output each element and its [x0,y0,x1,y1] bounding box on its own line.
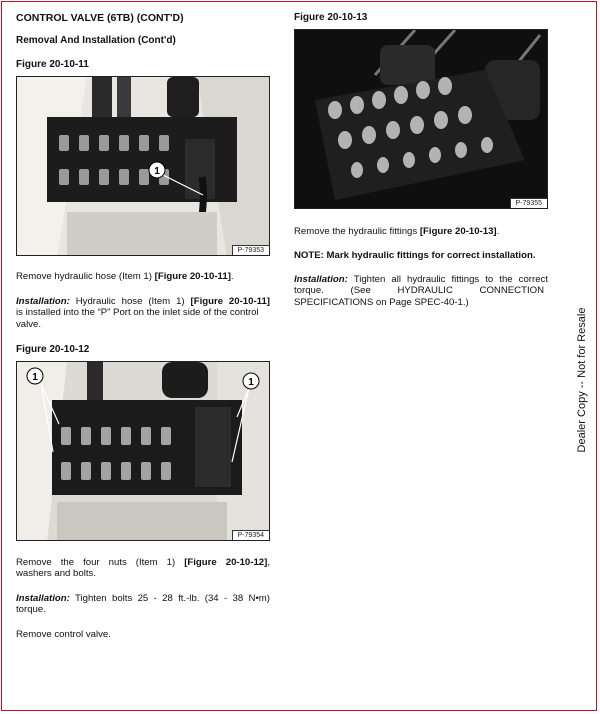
callout-1-right: 1 [248,377,254,388]
photo-code: P-79353 [232,245,269,255]
figure-20-10-13-photo [294,29,548,209]
dealer-copy-text: Dealer Copy -- Not for Resale [576,307,588,453]
photo-code: P-79354 [232,530,269,540]
figure-20-10-11-photo [16,76,270,256]
paragraph-remove-fittings: Remove the hydraulic fittings [Figure 20-10-13]. [294,226,500,237]
figure-label-20-10-12: Figure 20-10-12 [16,344,90,355]
paragraph-installation-fittings: Installation: Tighten all hydraulic fittings to the correct torque. (See HYDRAULIC CONNECTION SPECIFICATIONS on Page SPEC-40-1.) [294,274,548,308]
paragraph-installation-bolts: Installation: Tighten bolts 25 - 28 ft.-lb. (34 - 38 N•m) torque. [16,593,270,616]
paragraph-remove-valve: Remove control valve. [16,629,111,640]
figure-label-20-10-11: Figure 20-10-11 [16,59,89,70]
section-subtitle: Removal And Installation (Cont'd) [16,35,176,46]
dealer-copy-sidebar [572,300,592,460]
control-valve-photo-3 [295,30,548,209]
section-title: CONTROL VALVE (6TB) (CONT'D) [16,12,184,24]
figure-label-20-10-13: Figure 20-10-13 [294,12,368,23]
paragraph-remove-hose: Remove hydraulic hose (Item 1) [Figure 20-10-11]. [16,271,234,282]
control-valve-photo-1 [17,77,270,256]
photo-code: P-79355 [510,198,547,208]
callout-1: 1 [154,166,160,177]
paragraph-remove-nuts: Remove the four nuts (Item 1) [Figure 20-10-12], washers and bolts. [16,557,270,580]
figure-20-10-12-photo [16,361,270,541]
callout-1-left: 1 [32,372,38,383]
control-valve-photo-2 [17,362,270,541]
paragraph-installation-hose: Installation: Hydraulic hose (Item 1) [Figure 20-10-11] is installed into the “P” Port on the inlet side of the control valve. [16,296,270,330]
note-mark-fittings: NOTE: Mark hydraulic fittings for correct installation. [294,250,536,261]
